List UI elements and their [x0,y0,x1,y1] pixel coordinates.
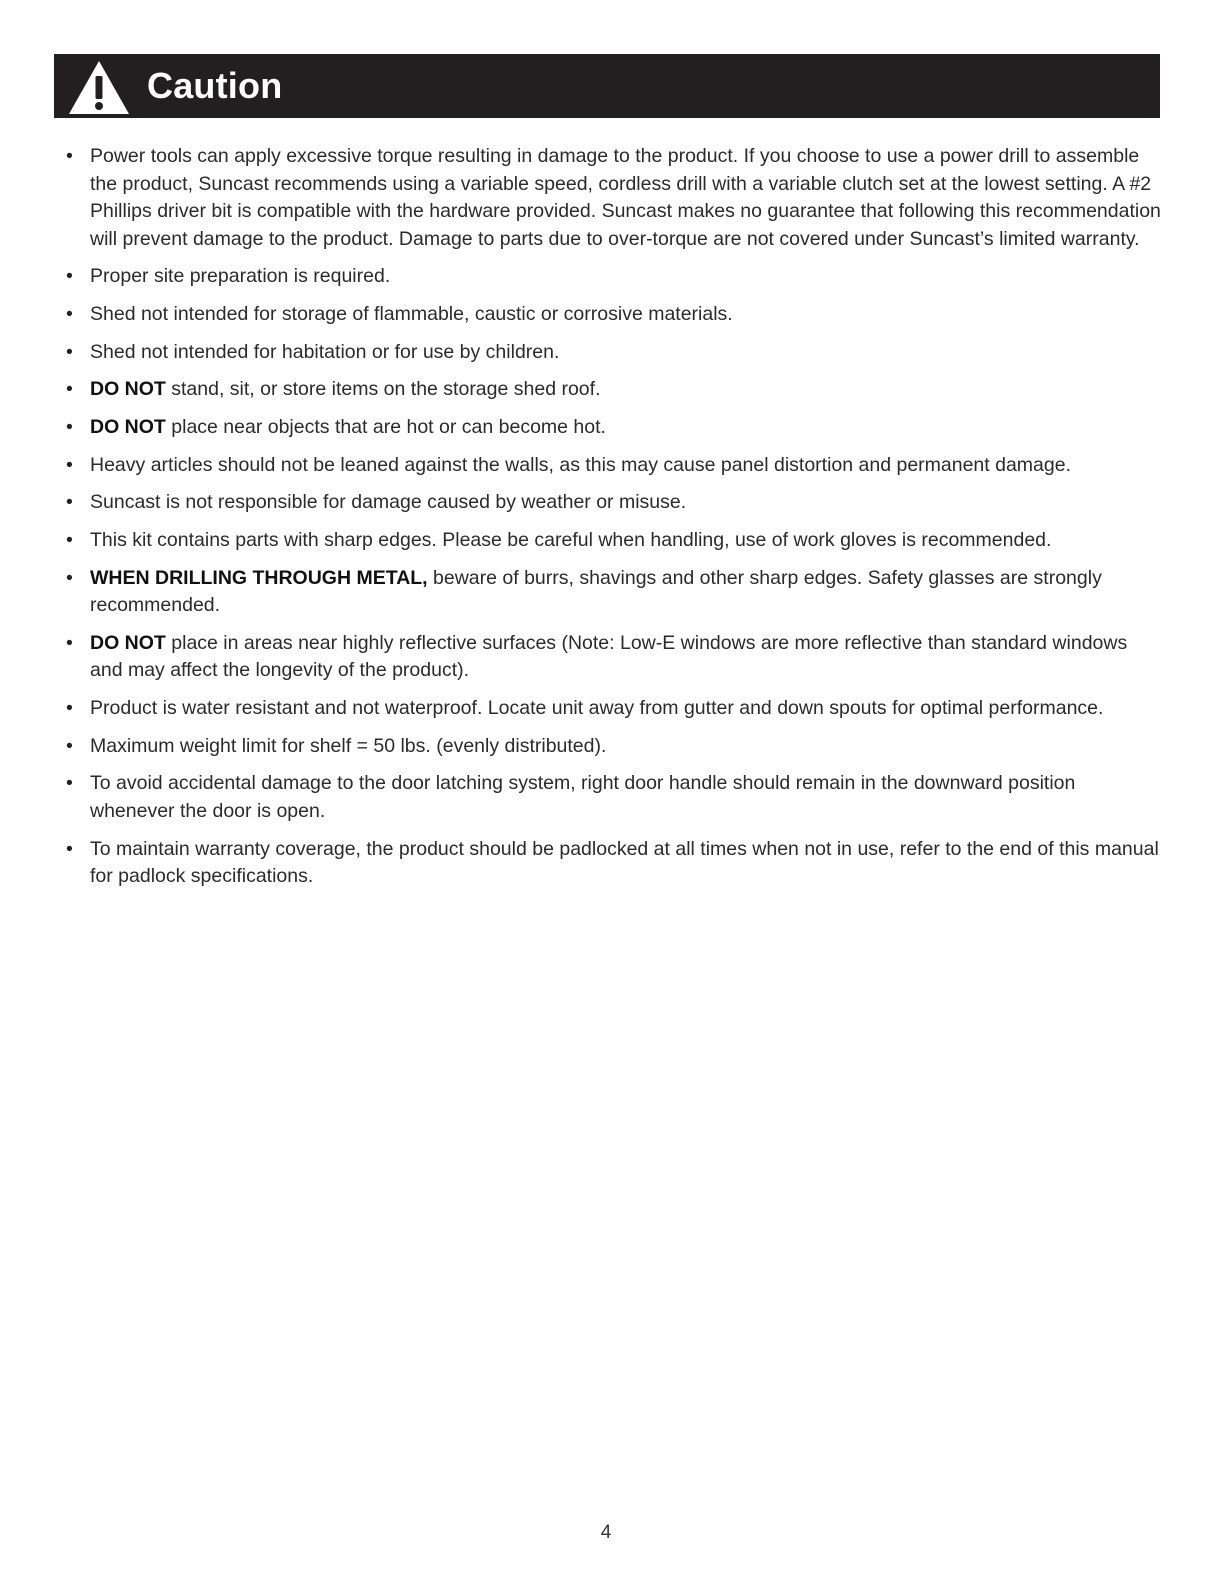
emphasis-text: DO NOT [90,378,166,401]
bullet-icon: • [66,302,73,325]
warning-triangle-icon [66,58,132,116]
caution-item [0,695,1224,723]
item-text: beware of burrs, shavings and other sharp edges. Safety glasses are strongly recommended. [90,566,1102,617]
item-text: place in areas near highly reflective surfaces (Note: Low-E windows are more reflective than standard windows and may affect the longevity of the product). [90,631,1128,682]
bullet-icon: • [66,772,73,795]
emphasis-text: DO NOT [90,415,166,438]
bullet-icon: • [66,145,73,167]
caution-banner [54,54,1160,118]
bullet-icon: • [66,529,73,551]
caution-item [0,376,1224,404]
bullet-icon: • [66,453,73,476]
item-text: Suncast is not responsible for damage caused by weather or misuse. [90,491,687,514]
bullet-icon: • [66,378,73,401]
caution-list [0,143,1224,901]
item-text: Shed not intended for habitation or for use by children. [90,340,560,363]
bullet-icon: • [66,265,73,288]
caution-item [0,339,1224,367]
item-text: stand, sit, or store items on the storage shed roof. [165,378,601,401]
caution-item [0,770,1224,825]
caution-item [0,836,1224,891]
item-text: Product is water resistant and not waterproof. Locate unit away from gutter and down spouts for optimal performance. [90,697,1104,720]
bullet-icon: • [66,340,73,363]
caution-item [0,630,1224,685]
emphasis-text: DO NOT [90,631,166,654]
bullet-icon: • [66,837,73,860]
caution-title: Caution [147,65,283,106]
caution-item [0,565,1224,620]
item-text: Heavy articles should not be leaned against the walls, as this may cause panel distortion and permanent damage. [90,453,1071,476]
bullet-icon: • [66,631,73,654]
caution-item [0,301,1224,329]
bullet-icon: • [66,491,73,514]
bullet-icon: • [66,415,73,438]
item-text: Maximum weight limit for shelf = 50 lbs. (evenly distributed). [90,734,607,757]
emphasis-text: WHEN DRILLING THROUGH METAL, [90,566,428,589]
bullet-icon: • [66,566,73,589]
caution-item [0,489,1224,517]
item-text: To avoid accidental damage to the door latching system, right door handle should remain in the downward position whenever the door is open. [90,772,1076,822]
item-text: This kit contains parts with sharp edges. Please be careful when handling, use of work gloves is recommended. [90,529,1052,551]
caution-item [0,263,1224,291]
item-text: place near objects that are hot or can become hot. [165,415,606,438]
caution-item [0,414,1224,442]
bullet-icon: • [66,734,73,757]
page-number: 4 [600,1522,612,1543]
bullet-icon: • [66,697,73,720]
caution-item [0,527,1224,555]
caution-item [0,452,1224,480]
caution-item [0,733,1224,761]
item-text: Proper site preparation is required. [90,265,391,288]
caution-item [0,143,1224,253]
item-text: Power tools can apply excessive torque resulting in damage to the product. If you choose to use a power drill to assemble the product, Suncast recommends using a variable speed, cordless drill with a variable clutch set at the lowest setting. A #2 Phillips driver bit is compatible with the hardware provided. Suncast makes no guarantee that following this recommendation will prevent damage to the product. Damage to parts due to over-torque are not covered under Suncast’s limited warranty. [90,145,1161,250]
item-text: To maintain warranty coverage, the product should be padlocked at all times when not in use, refer to the end of this manual for padlock specifications. [90,837,1159,888]
item-text: Shed not intended for storage of flammable, caustic or corrosive materials. [90,302,733,325]
